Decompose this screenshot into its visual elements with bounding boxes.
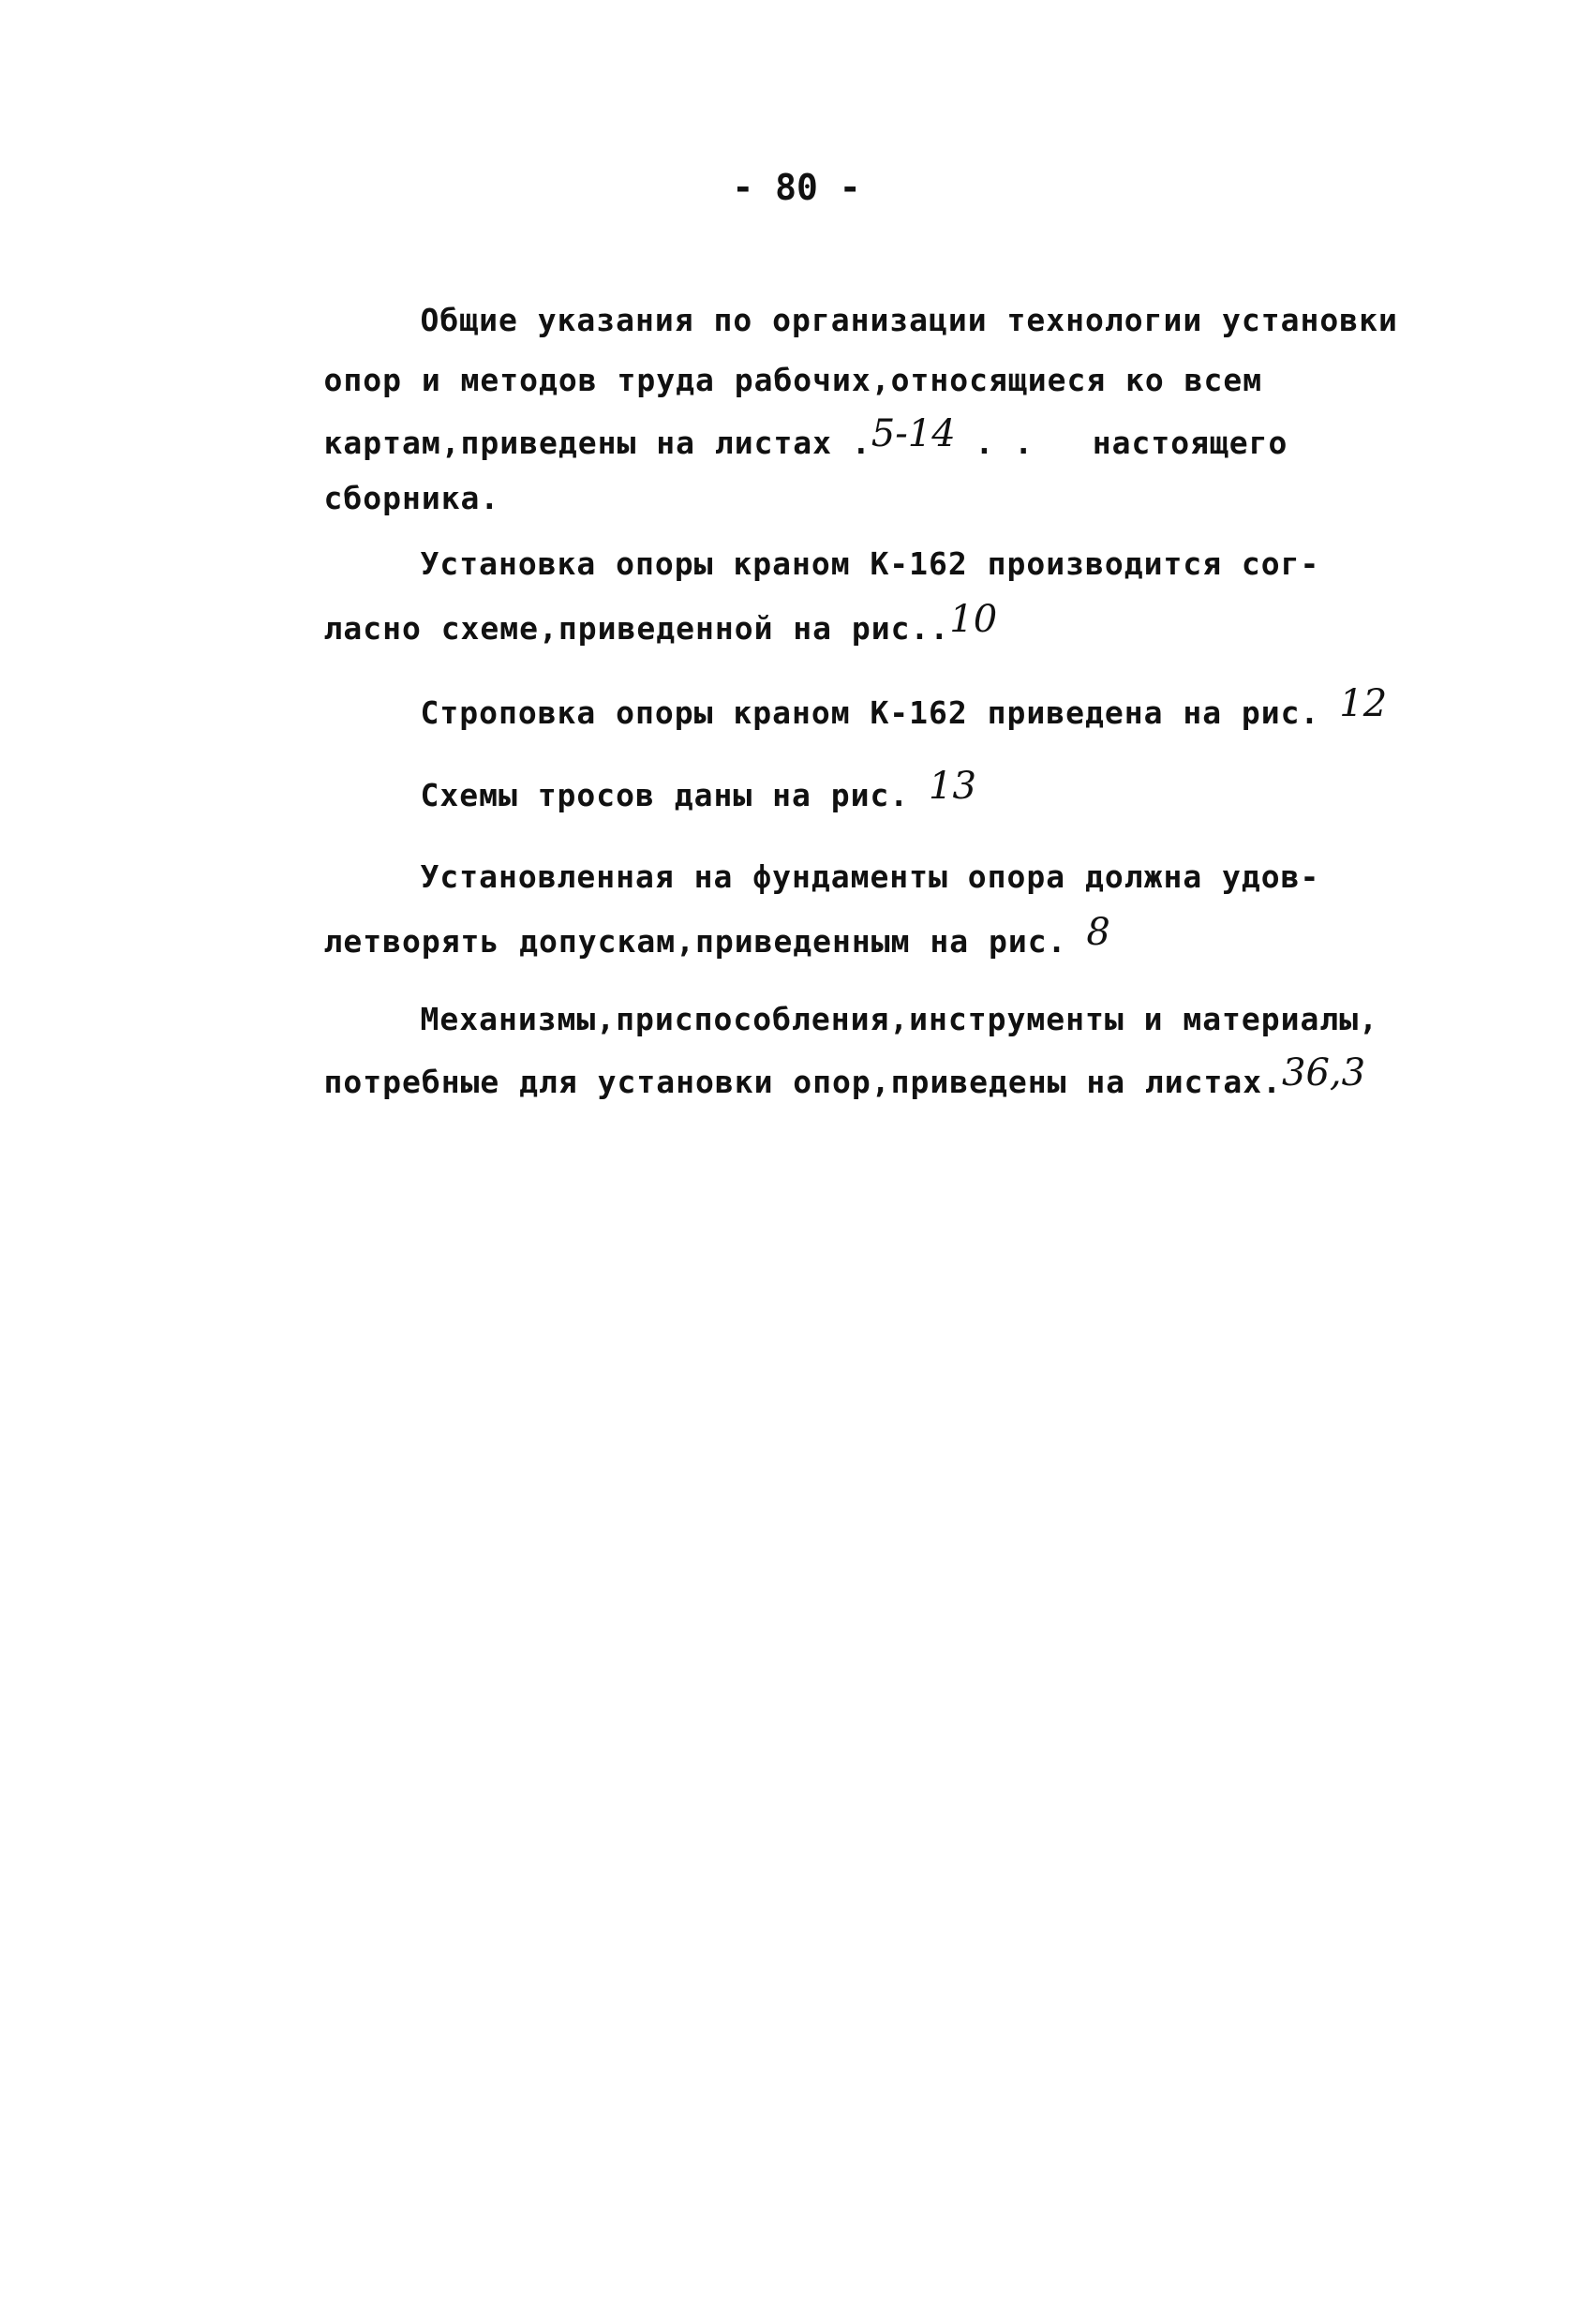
handwritten-figure-number: 12 <box>1339 682 1388 725</box>
line-text-after: . . настоящего <box>955 425 1288 461</box>
line-text: картам,приведены на листах . <box>323 425 871 461</box>
line-text: ласно схеме,приведенной на рис.. <box>323 610 950 647</box>
line-text: потребные для установки опор,приведены на листах. <box>323 1064 1283 1100</box>
line-text: летворять допускам,приведенным на рис. <box>323 923 1087 960</box>
handwritten-figure-number: 13 <box>929 765 976 808</box>
line-text: сборника. <box>323 480 500 516</box>
handwritten-figure-number: 10 <box>949 598 998 641</box>
line-text: Строповка опоры краном К-162 приведена на рис. <box>420 694 1340 731</box>
handwritten-figure-number: 8 <box>1086 911 1110 954</box>
handwritten-sheet-range: 5-14 <box>871 412 956 455</box>
handwritten-sheet-numbers: 36,3 <box>1282 1051 1366 1095</box>
line-text: Установленная на фундаменты опора должна удов- <box>420 858 1320 895</box>
paragraph-6-line-2 <box>246 1031 1365 1130</box>
line-text: Общие указания по организации технологии установки <box>420 302 1398 338</box>
line-text: Установка опоры краном К-162 производится сог- <box>420 545 1320 582</box>
line-text: опор и методов труда рабочих,относящиеся ко всем <box>323 362 1263 398</box>
line-text: Схемы тросов даны на рис. <box>420 777 930 813</box>
paragraph-4-line-1 <box>342 744 976 843</box>
line-text: Механизмы,приспособления,инструменты и материалы, <box>420 1001 1379 1037</box>
page-number: - 80 - <box>732 167 861 208</box>
